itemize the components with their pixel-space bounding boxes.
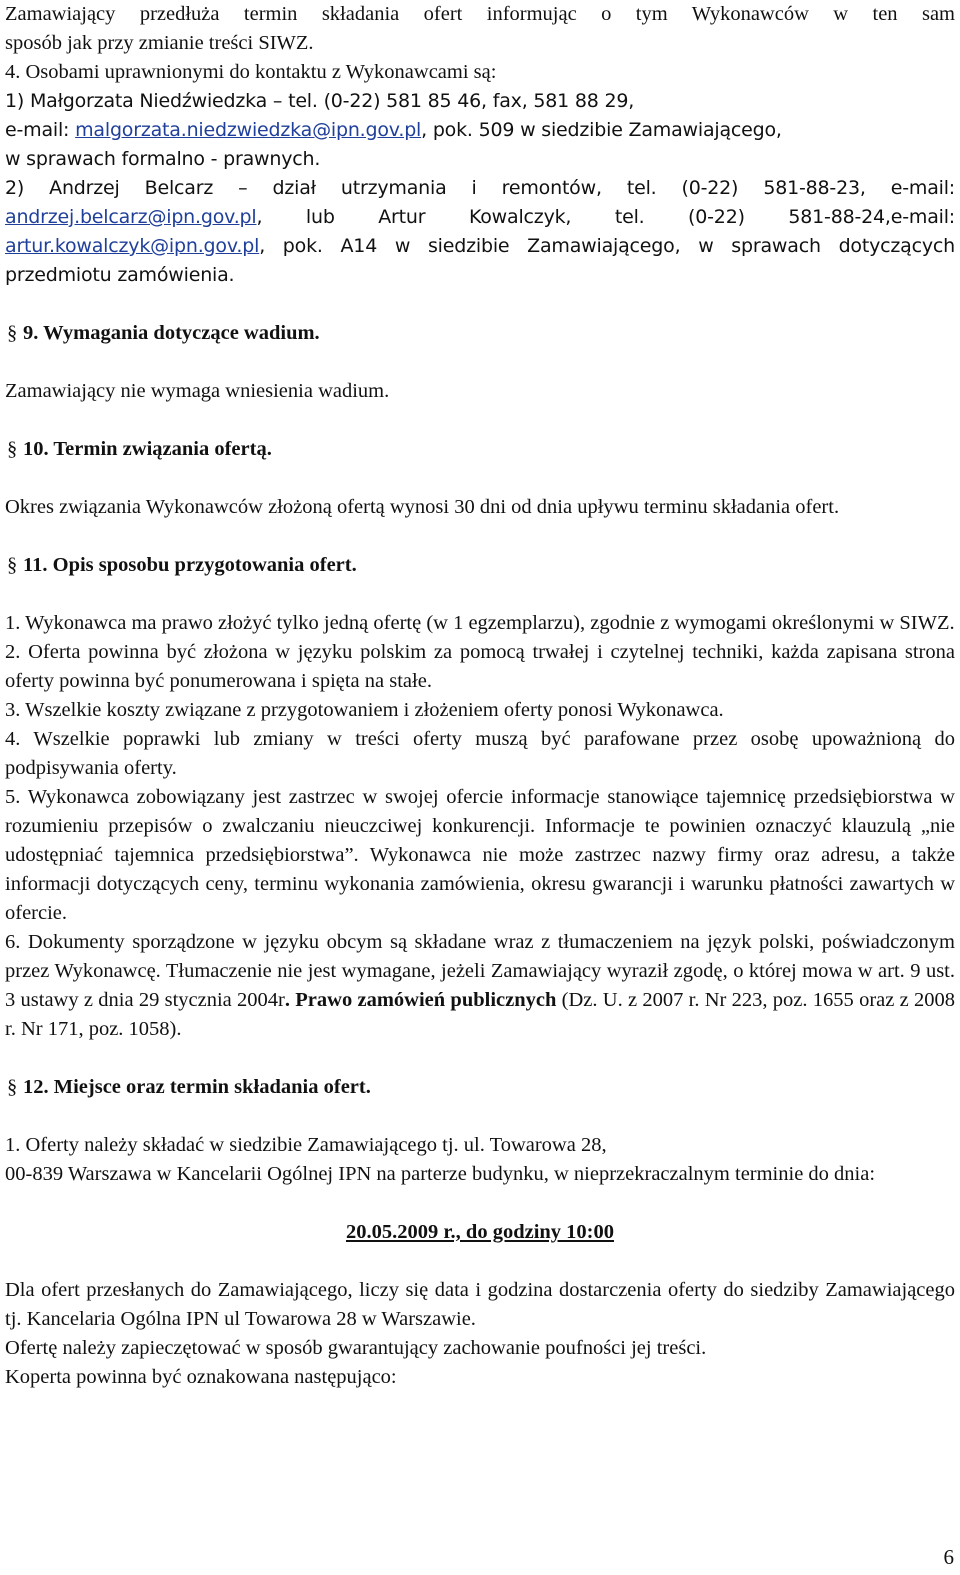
section-12-title: 12. Miejsce oraz termin składania ofert. (23, 1076, 371, 1098)
contact-2-text (5, 174, 955, 290)
section-symbol: § (7, 438, 18, 460)
section-12-after-2: Ofertę należy zapieczętować w sposób gwarantujący zachowanie poufności jej treści. (5, 1337, 707, 1359)
section-10-title: 10. Termin związania ofertą. (23, 438, 272, 460)
email-label: e-mail: (890, 177, 955, 199)
section-11-heading (5, 551, 955, 580)
item-6-text: 6. Dokumenty sporządzone w języku obcym są składane wraz z tłumaczeniem na język polski, poświadczonym przez Wykonawcę. Tłumaczenie nie jest wymagane, jeżeli Zamawiający wyraził zgodę, o której mowa w art. 9 ust. 3 ustawy z dnia 29 stycznia 2004r (5, 931, 955, 1011)
section-12-heading (5, 1073, 955, 1102)
section-11-item-5: 5. Wykonawca zobowiązany jest zastrzec w swojej ofercie informacje stanowiące tajemnicę przedsiębiorstwa w rozumieniu przepisów o zwalczaniu nieuczciwej konkurencji. Informacje te powinien oznaczyć klauzulą „nie udostępniać tajemnica przedsiębiorstwa”. Wykonawca nie może zastrzec nazwy firmy oraz adresu, a także informacji dotyczących ceny, terminu wykonania zamówienia, okresu gwarancji i warunku płatności zawartych w ofercie. (5, 786, 955, 924)
section-symbol: § (7, 322, 18, 344)
contacts-heading: 4. Osobami uprawnionymi do kontaktu z Wykonawcami są: (5, 61, 497, 83)
section-12-after-3: Koperta powinna być oznakowana następująco: (5, 1366, 397, 1388)
section-symbol: § (7, 1076, 18, 1098)
section-12-item-1-line-1: 1. Oferty należy składać w siedzibie Zamawiającego tj. ul. Towarowa 28, (5, 1134, 607, 1156)
email-link-belcarz[interactable]: andrzej.belcarz@ipn.gov.pl (5, 206, 257, 228)
contact-2-scope: przedmiotu zamówienia. (5, 264, 235, 286)
section-11-item-3: 3. Wszelkie koszty związane z przygotowaniem i złożeniem oferty ponosi Wykonawca. (5, 699, 724, 721)
section-11-item-2: 2. Oferta powinna być złożona w języku polskim za pomocą trwałej i czytelnej techniki, każda zapisana strona oferty powinna być ponumerowana i spięta na stałe. (5, 641, 955, 692)
contact-2-mid: , lub Artur Kowalczyk, tel. (0-22) 581-88-24,e-mail: (256, 206, 955, 228)
deadline-line (5, 1218, 955, 1247)
contact-2-line: 2) Andrzej Belcarz – dział utrzymania i remontów, tel. (0-22) 581-88-23, (5, 177, 866, 199)
email-link-niedzwiedzka[interactable]: malgorzata.niedzwiedzka@ipn.gov.pl (75, 119, 422, 141)
page-number: 6 (943, 1545, 954, 1569)
section-12-after-1: Dla ofert przesłanych do Zamawiającego, liczy się data i godzina dostarczenia oferty do siedziby Zamawiającego tj. Kancelaria Ogólna IPN ul Towarowa 28 w Warszawie. (5, 1279, 955, 1330)
contact-1-scope: w sprawach formalno - prawnych. (5, 148, 321, 170)
contact-1-phone: 1) Małgorzata Niedźwiedzka – tel. (0-22) 581 85 46, fax, 581 88 29, (5, 90, 635, 112)
section-10-heading (5, 435, 955, 464)
contact-2-room: , pok. A14 w siedzibie Zamawiającego, w sprawach dotyczących (259, 235, 955, 257)
contact-1-email-line (5, 116, 955, 145)
email-label: e-mail: (5, 119, 76, 141)
contact-1-room: , pok. 509 w siedzibie Zamawiającego, (421, 119, 782, 141)
section-9-heading (5, 319, 955, 348)
section-11-item-6 (5, 928, 955, 1044)
intro-line-1: Zamawiający przedłuża termin składania ofert informując o tym Wykonawców w ten sam (5, 3, 955, 25)
section-9-text: Zamawiający nie wymaga wniesienia wadium. (5, 380, 390, 402)
item-6-law-name: . Prawo zamówień publicznych (284, 989, 557, 1011)
section-11-item-4: 4. Wszelkie poprawki lub zmiany w treści oferty muszą być parafowane przez osobę upoważnioną do podpisywania oferty. (5, 728, 955, 779)
email-link-kowalczyk[interactable]: artur.kowalczyk@ipn.gov.pl (5, 235, 260, 257)
section-symbol: § (7, 554, 18, 576)
item-6-citation: (Dz. U. z 2007 r. Nr 223, poz. 1655 oraz z 2008 r. Nr 171, poz. 1058). (5, 989, 955, 1040)
section-10-text: Okres związania Wykonawców złożoną ofertą wynosi 30 dni od dnia upływu terminu składania ofert. (5, 496, 840, 518)
section-11-item-1: 1. Wykonawca ma prawo złożyć tylko jedną ofertę (w 1 egzemplarzu), zgodnie z wymogami określonymi w SIWZ. (5, 612, 955, 634)
document-page (5, 0, 955, 1392)
section-9-title: 9. Wymagania dotyczące wadium. (23, 322, 320, 344)
deadline-date: 20.05.2009 r., do godziny 10:00 (345, 1221, 615, 1243)
section-11-title: 11. Opis sposobu przygotowania ofert. (23, 554, 357, 576)
intro-line-2: sposób jak przy zmianie treści SIWZ. (5, 32, 314, 54)
section-12-item-1-rest: 00-839 Warszawa w Kancelarii Ogólnej IPN na parterze budynku, w nieprzekraczalnym terminie do dnia: (5, 1163, 876, 1185)
